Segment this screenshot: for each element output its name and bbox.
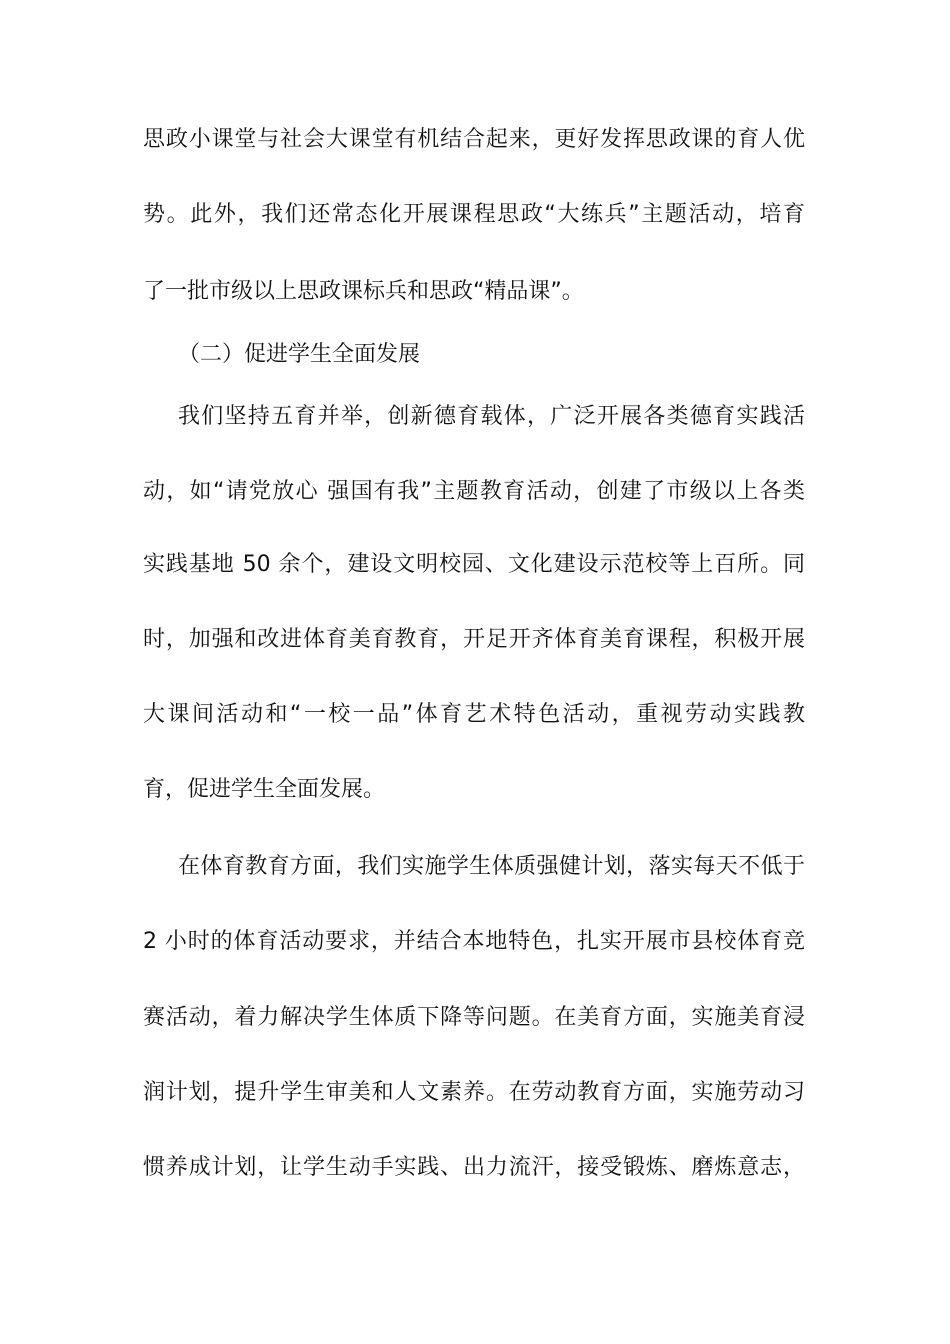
text-line: 我们坚持五育并举，创新德育载体，广泛开展各类德育实践活 [178, 404, 805, 429]
text-line: 惯养成计划，让学生动手实践、出力流汗，接受锻炼、磨炼意志， [143, 1155, 805, 1180]
section-heading: （二）促进学生全面发展 [178, 342, 421, 367]
text-line: 动，如“请党放心 强国有我”主题教育活动，创建了市级以上各类 [143, 479, 805, 504]
text-line: 了一批市级以上思政课标兵和思政“精品课”。 [143, 279, 584, 304]
text-line: 2 小时的体育活动要求，并结合本地特色，扎实开展市县校体育竞 [143, 929, 805, 954]
text-line: 势。此外，我们还常态化开展课程思政“大练兵”主题活动，培育 [143, 202, 805, 227]
text-line: 润计划，提升学生审美和人文素养。在劳动教育方面，实施劳动习 [143, 1080, 805, 1105]
text-line: 育，促进学生全面发展。 [143, 777, 386, 802]
text-line: 思政小课堂与社会大课堂有机结合起来，更好发挥思政课的育人优 [143, 127, 805, 152]
text-line: 在体育教育方面，我们实施学生体质强健计划，落实每天不低于 [178, 854, 805, 879]
text-line: 大课间活动和“一校一品”体育艺术特色活动，重视劳动实践教 [143, 702, 806, 727]
text-line: 时，加强和改进体育美育教育，开足开齐体育美育课程，积极开展 [143, 627, 805, 652]
text-line: 赛活动，着力解决学生体质下降等问题。在美育方面，实施美育浸 [143, 1005, 805, 1030]
text-line: 实践基地 50 余个，建设文明校园、文化建设示范校等上百所。同 [143, 552, 805, 577]
